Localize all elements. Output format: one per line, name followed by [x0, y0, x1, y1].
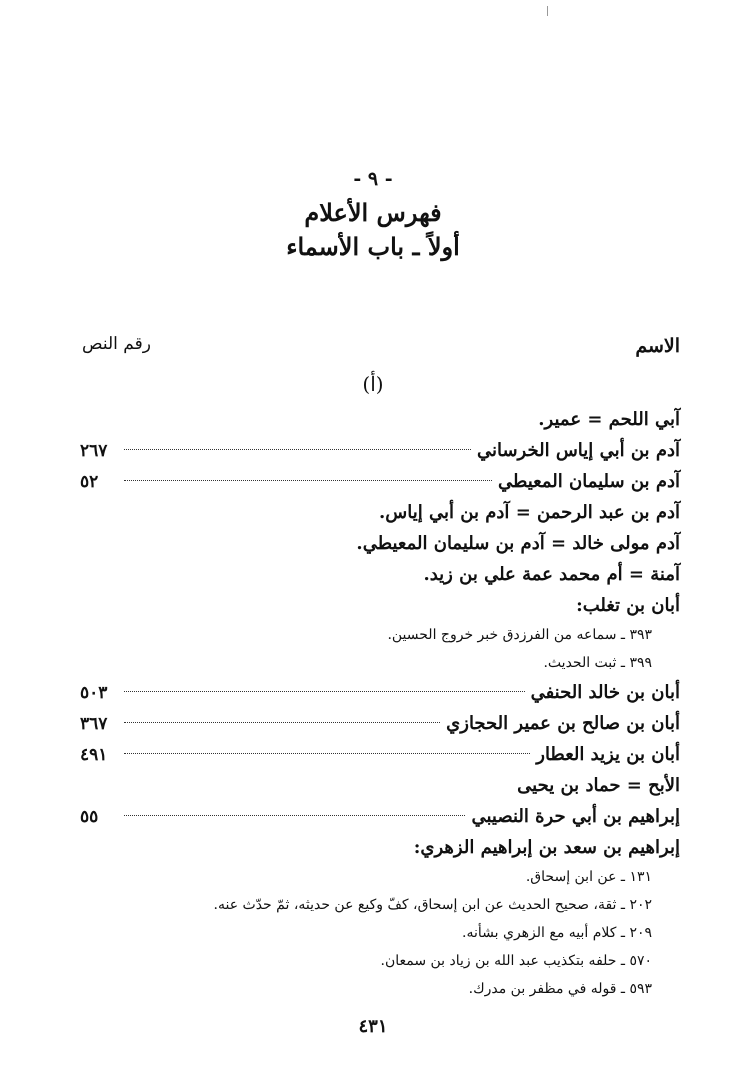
index-entry — [80, 590, 680, 621]
entry-number: ٣٦٧ — [80, 714, 108, 734]
index-entry — [80, 559, 680, 590]
entry-name: أبان بن يزيد العطار — [536, 744, 680, 765]
entry-name: آدم مولى خالد = آدم بن سليمان المعيطي. — [356, 533, 680, 554]
entry-number: ٥٠٣ — [80, 683, 108, 703]
entry-name: الأبح = حماد بن يحيى — [517, 775, 680, 796]
index-entry — [80, 404, 680, 435]
entry-name: إبراهيم بن أبي حرة النصيبي — [471, 806, 680, 827]
entry-number: ٢٦٧ — [80, 441, 108, 461]
entry-number: ٥٥ — [80, 807, 99, 827]
leader-dots — [124, 814, 465, 816]
index-entry — [80, 739, 680, 770]
entry-name: آدم بن عبد الرحمن = آدم بن أبي إياس. — [379, 502, 680, 523]
column-header-name: الاسم — [635, 335, 680, 357]
index-subentry: ٣٩٩ ـ ثبت الحديث. — [543, 655, 652, 671]
column-header-number: رقم النص — [82, 334, 151, 354]
entry-name: أبان بن تغلب: — [576, 595, 680, 616]
letter-heading: (أ) — [362, 372, 384, 396]
page-subtitle: أولاً ـ باب الأسماء — [286, 232, 460, 261]
index-subentry: ٢٠٢ ـ ثقة، صحيح الحديث عن ابن إسحاق، كفّ وكيع عن حديثه، ثمّ حدّث عنه. — [213, 897, 652, 913]
index-subentry: ٥٧٠ ـ حلفه بتكذيب عبد الله بن زياد بن سمعان. — [380, 953, 652, 969]
index-entry — [80, 497, 680, 528]
entry-name: أبان بن خالد الحنفي — [530, 682, 680, 703]
entry-name: آمنة = أم محمد عمة علي بن زيد. — [423, 564, 680, 585]
index-entry — [80, 708, 680, 739]
leader-dots — [124, 448, 471, 450]
entry-name: إبراهيم بن سعد بن إبراهيم الزهري: — [413, 837, 680, 858]
leader-dots — [124, 479, 492, 481]
section-number: - ٩ - — [353, 168, 393, 190]
leader-dots — [124, 721, 440, 723]
index-entry — [80, 770, 680, 801]
index-subentry: ٣٩٣ ـ سماعه من الفرزدق خبر خروج الحسين. — [387, 627, 652, 643]
page-title: فهرس الأعلام — [304, 198, 442, 227]
entry-number: ٥٢ — [80, 472, 99, 492]
entry-name: آبي اللحم = عمير. — [538, 409, 680, 430]
index-entry — [80, 466, 680, 497]
leader-dots — [124, 690, 525, 692]
index-entry — [80, 801, 680, 832]
index-subentry: ٢٠٩ ـ كلام أبيه مع الزهري بشأنه. — [462, 925, 652, 941]
index-subentry: ١٣١ ـ عن ابن إسحاق. — [525, 869, 652, 885]
entry-name: أبان بن صالح بن عمير الحجازي — [446, 713, 680, 734]
entry-name: آدم بن سليمان المعيطي — [497, 471, 680, 492]
scan-mark — [547, 6, 548, 16]
index-entry — [80, 528, 680, 559]
index-entry — [80, 832, 680, 863]
index-entry — [80, 677, 680, 708]
entry-number: ٤٩١ — [80, 745, 108, 765]
index-entry — [80, 435, 680, 466]
index-entries — [80, 404, 680, 1003]
leader-dots — [124, 752, 530, 754]
entry-name: آدم بن أبي إياس الخرساني — [476, 440, 680, 461]
page-number: ٤٣١ — [358, 1016, 388, 1037]
index-subentry: ٥٩٣ ـ قوله في مظفر بن مدرك. — [468, 981, 652, 997]
